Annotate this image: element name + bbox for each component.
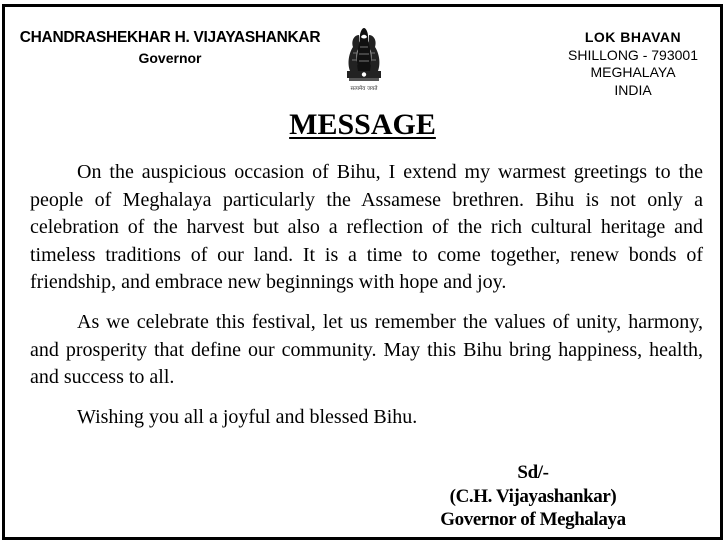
- sender-title: Governor: [138, 50, 202, 66]
- emblem-motto: सत्यमेव जयते: [350, 86, 378, 92]
- address-line-1: LOK BHAVAN: [584, 29, 682, 45]
- signature-block: [403, 461, 663, 532]
- sender-name: CHANDRASHEKHAR H. VIJAYASHANKAR: [19, 29, 321, 46]
- address-block: [553, 29, 713, 99]
- message-body: [30, 159, 703, 431]
- address-line-3: MEGHALAYA: [590, 64, 676, 80]
- signature-name: (C.H. Vijayashankar): [449, 485, 617, 507]
- message-paragraph-3: Wishing you all a joyful and blessed Bihu.: [77, 405, 418, 428]
- message-paragraph-2: As we celebrate this festival, let us remember the values of unity, harmony, and prosperity that define our community. May this Bihu bring happiness, health, and success to all.: [30, 310, 703, 389]
- national-emblem-icon: [341, 23, 387, 99]
- message-frame: [2, 4, 723, 540]
- message-paragraph-1: On the auspicious occasion of Bihu, I extend my warmest greetings to the people of Meghalaya particularly the Assamese brethren. Bihu is not only a celebration of the harvest but also a reflection of the rich cultural heritage and timeless traditions of our land. It is a time to come together, renew bonds of friendship, and embrace new beginnings with hope and joy.: [30, 161, 703, 294]
- address-line-4: INDIA: [614, 81, 652, 98]
- sender-block: [15, 29, 325, 67]
- signature-sd: Sd/-: [517, 462, 549, 483]
- signature-designation: Governor of Meghalaya: [440, 509, 626, 530]
- address-line-2: SHILLONG - 793001: [568, 46, 698, 63]
- message-heading: MESSAGE: [289, 108, 436, 141]
